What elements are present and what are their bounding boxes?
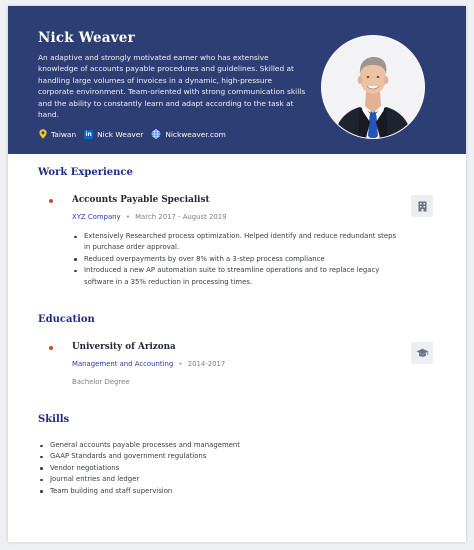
work-experience-heading: Work Experience — [38, 167, 133, 178]
job-meta — [72, 213, 227, 221]
graduation-cap-icon — [416, 348, 429, 358]
globe-icon — [151, 129, 161, 139]
list-item: General accounts payable processes and management — [38, 440, 418, 451]
school-name: University of Arizona — [72, 342, 176, 352]
profile-summary: An adaptive and strongly motivated earner who has extensive knowledge of accounts payable procedures and guidelines. Skilled at handling large volumes of invoices in a dynamic, high-pressure corporate environment. Team-oriented with strong communication skills and the ability to constantly learn and adapt according to the task at hand. — [38, 53, 306, 120]
location-text: Taiwan — [51, 129, 77, 139]
job-dates: March 2017 - August 2019 — [135, 213, 227, 221]
degree-text: Bachelor Degree — [72, 378, 130, 386]
list-item: Reduced overpayments by over 8% with a 3-step process compliance — [72, 254, 402, 265]
list-item: Journal entries and ledger — [38, 474, 418, 485]
contact-website[interactable] — [151, 129, 225, 139]
meta-separator: • — [178, 360, 183, 368]
profile-photo — [322, 36, 424, 138]
entry-marker — [49, 346, 53, 350]
building-icon — [418, 201, 427, 212]
candidate-name: Nick Weaver — [38, 30, 135, 46]
company-name[interactable]: XYZ Company — [72, 213, 121, 221]
contact-linkedin[interactable] — [84, 130, 143, 139]
school-meta — [72, 360, 225, 368]
education-heading: Education — [38, 314, 95, 325]
school-dates: 2014-2017 — [187, 360, 226, 368]
linkedin-icon: in — [85, 130, 92, 138]
job-achievements — [72, 231, 402, 288]
education-icon-badge — [411, 342, 433, 364]
list-item: Introduced a new AP automation suite to streamline operations and to replace legacy software in a 35% reduction in processing times. — [72, 265, 402, 288]
entry-marker — [49, 199, 53, 203]
resume-page — [8, 6, 466, 542]
resume-header — [8, 6, 466, 154]
meta-separator: • — [125, 213, 130, 221]
work-icon-badge — [411, 195, 433, 217]
contact-location — [39, 129, 76, 139]
skills-heading: Skills — [38, 414, 70, 425]
contact-row — [39, 128, 234, 140]
avatar — [321, 35, 425, 139]
skills-list — [38, 440, 418, 497]
job-title: Accounts Payable Specialist — [72, 195, 210, 205]
map-pin-icon — [39, 129, 47, 139]
linkedin-text[interactable]: Nick Weaver — [97, 129, 144, 139]
list-item: GAAP Standards and government regulations — [38, 451, 418, 462]
list-item: Extensively Researched process optimization. Helped identify and reduce redundant steps in purchase order approval. — [72, 231, 402, 254]
website-text[interactable]: Nickweaver.com — [165, 129, 226, 139]
list-item: Vendor negotiations — [38, 463, 418, 474]
field-of-study[interactable]: Management and Accounting — [72, 360, 174, 368]
list-item: Team building and staff supervision — [38, 486, 418, 497]
